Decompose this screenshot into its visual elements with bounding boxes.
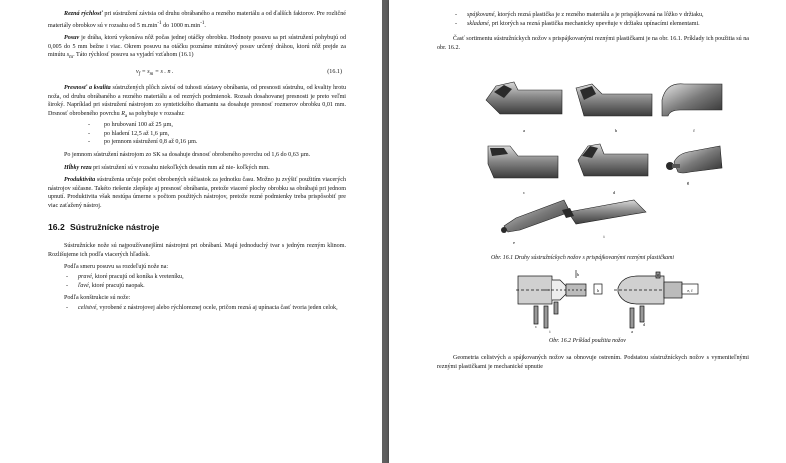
term-depth-of-cut: Hĺbky rezu xyxy=(64,164,92,171)
term-cutting-speed: Rezná rýchlosť xyxy=(64,11,103,17)
figure-label: d xyxy=(642,322,646,327)
text: sústruženia určuje počet obrobených súčiastok za jednotku času. Možno ju zvýšiť použitím viacerých nástrojov súčasne. Takéto riešenie zlepšuje aj presnosť obrábania, pretože viaceré plochy obrobku sa obrábajú pri jednom upnutí. Produktivita však nestúpa úmerne s počtom použitých nástrojov, pretože rezné podmienky treba prispôsobiť pre viac zaťažený nástroj. xyxy=(48,177,346,209)
list-item: - po hladení 12,5 až 1,6 µm, xyxy=(48,130,346,139)
construction-list-continued xyxy=(437,11,749,28)
tool-i xyxy=(562,200,646,224)
superscript: -1 xyxy=(157,19,162,26)
list-item: - po jemnom sústružení 0,8 až 0,16 µm. xyxy=(48,138,346,147)
left-page-text xyxy=(48,10,346,313)
formula-part: = s xyxy=(140,68,150,75)
figure-16-2-tool-usage xyxy=(514,268,704,336)
paragraph-cutting-speed xyxy=(48,10,346,30)
paragraph-assortment: Časť sortimentu sústružníckych nožov s prispájkovanými reznými plastičkami je na obr. 16.1. Príklady ich použitia sú na obr. 16.2. xyxy=(437,36,749,51)
figure-16-2-caption: Obr. 16.2 Príklad použitia nožov xyxy=(549,338,626,344)
text: pri sústružení sú v rozsahu niekoľkých desatín mm až nie- koľkých mm. xyxy=(91,164,270,171)
figure-label: c xyxy=(535,324,537,329)
figure-label: f xyxy=(693,128,695,133)
text: . xyxy=(204,22,206,29)
tool-g xyxy=(666,146,722,173)
figure-label: h xyxy=(596,288,600,293)
formula-sub: m xyxy=(149,71,154,78)
paragraph-tools-intro: Sústružnícke nože sú najpoužívanejšími nástrojmi pri obrábaní. Majú jednoduchý tvar s jedným rezným klinom. Rozlišujeme ich podľa viacerých hľadísk. xyxy=(48,243,346,258)
list-item xyxy=(437,11,749,20)
figure-label: g xyxy=(686,180,690,185)
left-page xyxy=(0,0,382,463)
paragraph-depth-of-cut xyxy=(48,164,346,173)
formula-number: (16.1) xyxy=(327,68,342,75)
feed-direction-list xyxy=(48,273,346,290)
tool-e xyxy=(501,200,570,233)
tool-f xyxy=(662,84,722,116)
figure-16-1-turning-tools xyxy=(484,80,724,250)
section-heading xyxy=(48,222,346,232)
term-feed: Posuv xyxy=(64,35,80,42)
tool-d xyxy=(578,144,648,176)
figure-label: a xyxy=(523,128,525,133)
roughness-list xyxy=(48,121,346,147)
formula-16-1 xyxy=(48,68,346,77)
list-item xyxy=(48,273,346,282)
tool-c xyxy=(488,146,558,178)
text: , vyrobené z nástrojovej alebo rýchloreznej ocele, pričom rezná aj upínacia časť tvoria jeden celok, xyxy=(96,304,338,311)
text: je dráha, ktorú vykonáva nôž počas jednej otáčky obrobku. Hodnoty posuvu sa pri sústružení pohybujú od 0,005 do 5 mm bežne i viac. Okrem posuvu na otáčku poznáme minútový posuv určený dráhou, ktorú nôž prejde za minútu xyxy=(48,35,346,59)
figure-label: c xyxy=(523,190,525,195)
symbol: s xyxy=(66,52,70,59)
term: ľavé xyxy=(78,282,89,289)
term: skladané xyxy=(467,20,489,27)
section-number: 16.2 xyxy=(48,222,65,233)
text: , ktorých rezná plastička je z rezného materiálu a je prispájkovaná na lôžko v držiaku, xyxy=(494,12,704,18)
list-item xyxy=(437,20,749,29)
text: sústružených plôch závisí od tuhosti sústavy obrábania, od presnosti sústruhu, od kvality hrotu noža, od druhu obrábaného a rezného materiálu a od rezných podmienok. Rozsah dosahovanej presnosti je preto veľmi široký. Napríklad pri sústružení nástrojom zo syntetického diamantu sa dosahuje presnosť rozmerov obrobku 0,01 mm. Drsnosť obrobeného povrchu xyxy=(48,84,346,117)
tool-b xyxy=(576,84,652,116)
term: spájkované xyxy=(467,12,495,18)
term-precision: Presnosť a kvalita xyxy=(64,84,111,91)
paragraph-fine-turning: Po jemnom sústružení nástrojom zo SK sa dosahuje drsnosť obrobeného povrchu od 1,6 do 0,63 µm. xyxy=(64,152,311,159)
right-page-text xyxy=(437,10,749,52)
figure-label: a xyxy=(631,329,633,334)
right-page-bottom-text xyxy=(437,354,749,371)
paragraph-geometry: Geometria celistvých a spájkovaných nožov sa obnovuje ostrením. Podstatou sústružníckych nožov s vymeniteľnými reznými plastičkami je mechanické upnutie xyxy=(437,355,749,370)
formula-expression xyxy=(136,68,174,79)
page-divider xyxy=(382,0,389,463)
right-page xyxy=(389,0,786,463)
figure-label: e, f xyxy=(687,288,693,293)
figure-label: i xyxy=(549,329,551,334)
list-item: - po hrubovaní 100 až 25 µm, xyxy=(48,121,346,130)
figure-label: d xyxy=(612,190,616,195)
paragraph-feed xyxy=(48,34,346,62)
symbol: R xyxy=(121,110,125,117)
term: celistvé xyxy=(78,304,97,311)
text: do 1000 m.min xyxy=(161,22,201,29)
list-item xyxy=(48,304,346,313)
figure-16-1-caption: Obr. 16.1 Druhy sústružníckych nožov s prispájkovanými reznými plastičkami xyxy=(491,255,675,261)
tool-a xyxy=(486,82,562,114)
subscript: a xyxy=(124,112,128,119)
paragraph-feed-direction: Podľa smeru posuvu sa rozdeľujú nože na: xyxy=(64,264,169,271)
formula-part: v xyxy=(136,68,139,75)
figure-label: b xyxy=(576,272,580,277)
section-title: Sústružnícke nástroje xyxy=(70,222,160,233)
paragraph-productivity xyxy=(48,176,346,210)
construction-list xyxy=(48,304,346,313)
text: sa pohybuje v rozsahu: xyxy=(127,110,185,117)
text: , ktoré pracujú naopak. xyxy=(88,282,145,289)
text: pri sústružení závisia od druhu obrábaného a rezného materiálu a od ďalších faktorov. Pre rozličné materiály obrobkov sú v rozsahu od 5 m.min xyxy=(48,11,347,29)
formula-part: = s . n . xyxy=(153,68,174,75)
text: , pri ktorých sa rezná plastička mechanicky upevňuje v držiaku upínacími elementami. xyxy=(488,20,700,27)
paragraph-construction: Podľa konštrukcie sú nože: xyxy=(64,295,131,302)
figure-label: i xyxy=(603,234,605,239)
figure-label: b xyxy=(614,128,618,133)
term-productivity: Produktivita xyxy=(64,177,96,184)
subscript: m xyxy=(69,54,74,61)
text: . Táto rýchlosť posuvu sa vyjadrí vzťahom (16.1) xyxy=(73,52,194,59)
formula-sub: f xyxy=(138,71,141,78)
figure-label: g xyxy=(656,272,660,277)
list-item xyxy=(48,282,346,291)
figure-label: e xyxy=(513,240,515,245)
term: pravé xyxy=(78,273,92,280)
text: , ktoré pracujú od koníka k vreteníku, xyxy=(91,273,184,280)
superscript: -1 xyxy=(200,19,205,26)
paragraph-precision xyxy=(48,84,346,120)
